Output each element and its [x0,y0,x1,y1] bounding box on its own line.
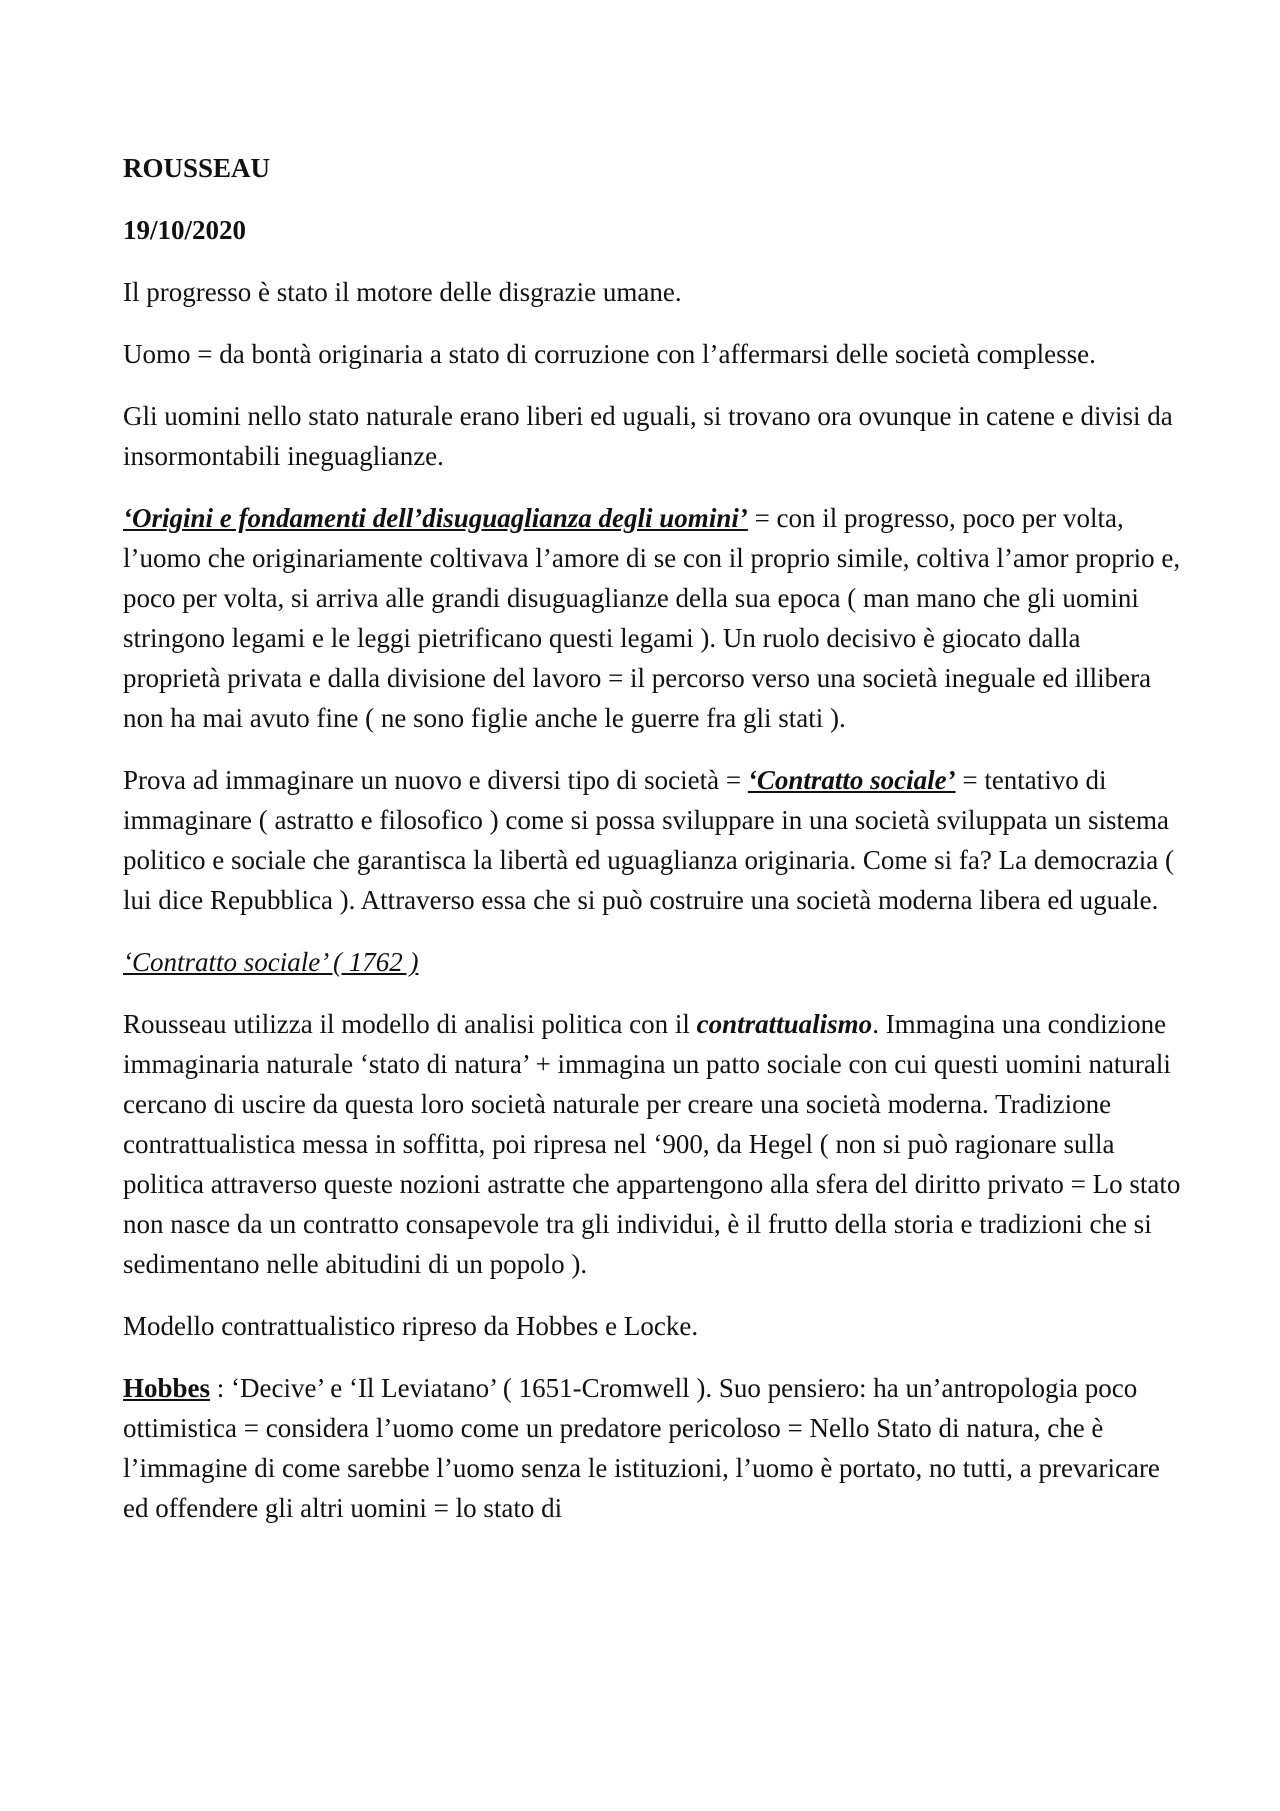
paragraph-6-text-b: . Immagina una condizione immaginaria naturale ‘stato di natura’ + immagina un patto sociale con cui questi uomini naturali cercano di uscire da questa loro società naturale per creare una società moderna. Tradizione contrattualistica messa in soffitta, poi ripresa nel ‘900, da Hegel ( non si può ragionare sulla politica attraverso queste nozioni astratte che appartengono alla sfera del diritto privato = Lo stato non nasce da un contratto consapevole tra gli individui, è il frutto della storia e tradizioni che si sedimentano nelle abitudini di un popolo ). [123,1009,1181,1279]
paragraph-6-text-a: Rousseau utilizza il modello di analisi politica con il [123,1009,697,1039]
name-hobbes: Hobbes [123,1373,211,1403]
paragraph-5 [123,760,1183,920]
document-date: 19/10/2020 [123,215,247,245]
work-title-contratto: ‘Contratto sociale’ [747,765,956,795]
paragraph-8-text: : ‘Decive’ e ‘Il Leviatano’ ( 1651-Cromwell ). Suo pensiero: ha un’antropologia poco ottimistica = considera l’uomo come un predatore pericoloso = Nello Stato di natura, che è l’immagine di come sarebbe l’uomo senza le istituzioni, l’uomo è portato, no tutti, a prevaricare ed offendere gli altri uomini = lo stato di [123,1373,1160,1523]
paragraph-1: Il progresso è stato il motore delle disgrazie umane. [123,277,682,307]
paragraph-8 [123,1368,1183,1528]
paragraph-6 [123,1004,1183,1284]
paragraph-7: Modello contrattualistico ripreso da Hobbes e Locke. [123,1311,699,1341]
work-title-origini: ‘Origini e fondamenti dell’disuguaglianza degli uomini’ [123,503,748,533]
document-title: ROUSSEAU [123,153,271,183]
paragraph-5-text-b: = tentativo di immaginare ( astratto e filosofico ) come si possa sviluppare in una società sviluppata un sistema politico e sociale che garantisca la libertà ed uguaglianza originaria. Come si fa? La democrazia ( lui dice Repubblica ). Attraverso essa che si può costruire una società moderna libera ed uguale. [123,765,1175,915]
term-contrattualismo: contrattualismo [696,1009,873,1039]
document-page [123,148,1183,1550]
paragraph-2: Uomo = da bontà originaria a stato di corruzione con l’affermarsi delle società complesse. [123,339,1096,369]
section-heading-contratto: ‘Contratto sociale’ ( 1762 ) [123,947,419,977]
paragraph-4-text: = con il progresso, poco per volta, l’uomo che originariamente coltivava l’amore di se con il proprio simile, coltiva l’amor proprio e, poco per volta, si arriva alle grandi disuguaglianze della sua epoca ( man mano che gli uomini stringono legami e le leggi pietrificano questi legami ). Un ruolo decisivo è giocato dalla proprietà privata e dalla divisione del lavoro = il percorso verso una società ineguale ed illibera non ha mai avuto fine ( ne sono figlie anche le guerre fra gli stati ). [123,503,1181,733]
paragraph-3: Gli uomini nello stato naturale erano liberi ed uguali, si trovano ora ovunque in catene e divisi da insormontabili ineguaglianze. [123,401,1173,471]
paragraph-4 [123,498,1183,738]
paragraph-5-text-a: Prova ad immaginare un nuovo e diversi tipo di società = [123,765,748,795]
